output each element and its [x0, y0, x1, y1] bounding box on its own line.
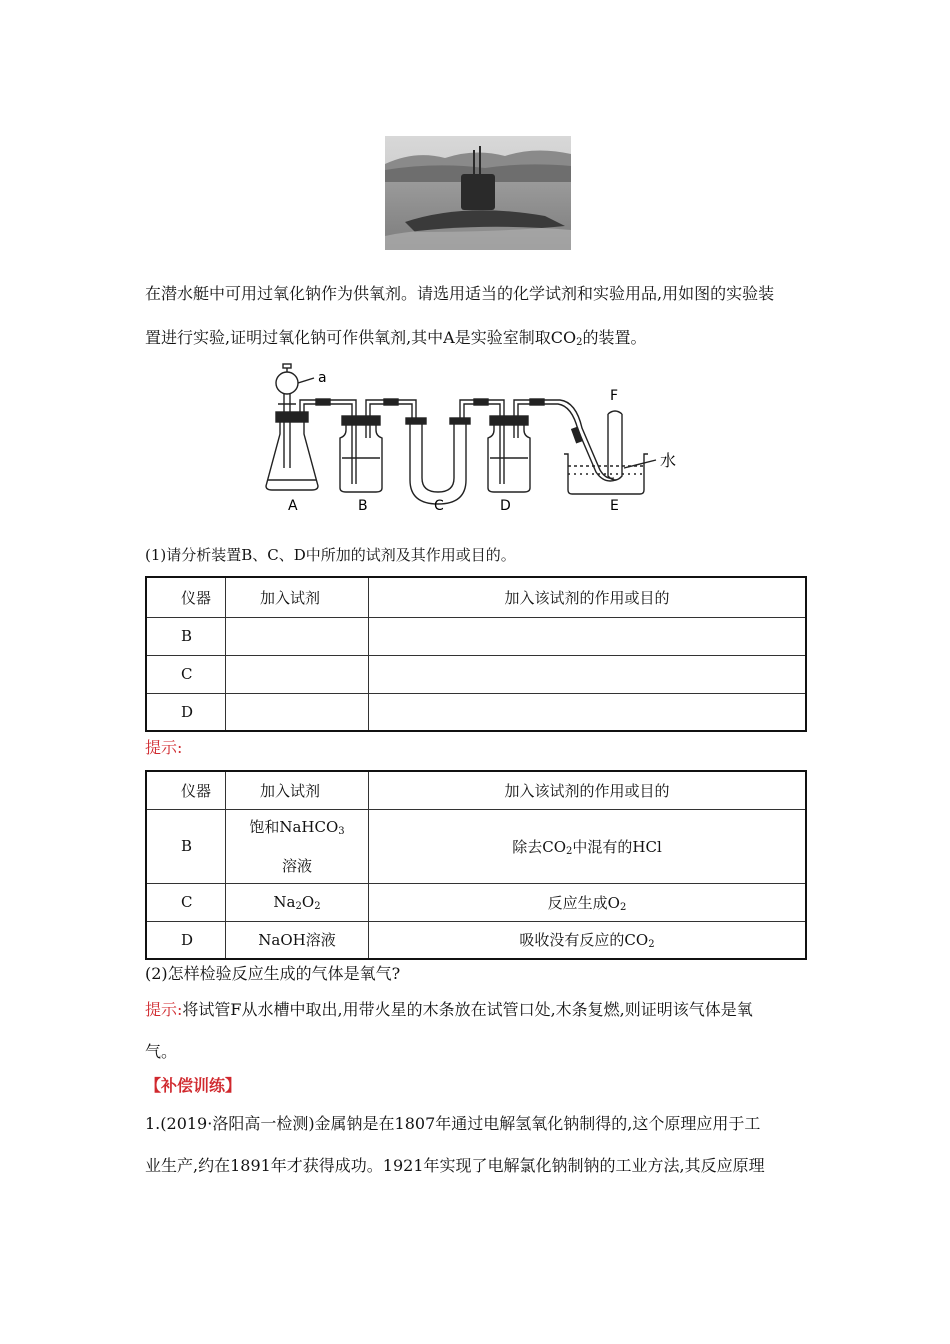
label-B: B: [358, 498, 368, 514]
header-reagent: 加入试剂: [226, 577, 369, 617]
table-cell: B: [146, 617, 226, 655]
table-cell: C: [146, 883, 226, 921]
question-1: (1)请分析装置B、C、D中所加的试剂及其作用或目的。: [145, 546, 516, 564]
table-cell: [226, 617, 369, 655]
answer-table: [145, 770, 807, 960]
intro-line-1: 在潜水艇中可用过氧化钠作为供氧剂。请选用适当的化学试剂和实验用品,用如图的实验装: [145, 284, 775, 303]
table-cell: D: [146, 693, 226, 731]
table-cell: 吸收没有反应的$CO_2$: [369, 921, 807, 959]
hint-2-line-2: 气。: [145, 1042, 178, 1061]
table-cell: [226, 655, 369, 693]
blank-answer-table: [145, 576, 807, 732]
table-cell: NaOH溶液: [226, 921, 369, 959]
table-cell: [226, 693, 369, 731]
header-reagent: 加入试剂: [226, 771, 369, 809]
table-cell: 反应生成$O_2$: [369, 883, 807, 921]
label-water: 水: [660, 451, 677, 470]
submarine-photo: [385, 136, 571, 250]
intro-line-2: 置进行实验,证明过氧化钠可作供氧剂,其中A是实验室制取$CO_2$的装置。: [145, 328, 647, 348]
section-title: 【补偿训练】: [145, 1076, 242, 1095]
hint-2-line-1: 提示:将试管F从水槽中取出,用带火星的木条放在试管口处,木条复燃,则证明该气体是氧: [145, 1000, 753, 1019]
label-E: E: [610, 498, 619, 514]
header-purpose: 加入该试剂的作用或目的: [369, 771, 807, 809]
table-cell: 除去$CO_2$中混有的HCl: [369, 809, 807, 883]
table-cell: [369, 655, 807, 693]
table-cell: C: [146, 655, 226, 693]
header-instrument: 仪器: [146, 771, 226, 809]
label-A: A: [288, 498, 298, 514]
table-cell: [369, 617, 807, 655]
label-D: D: [500, 498, 511, 514]
table-cell: D: [146, 921, 226, 959]
label-a: a: [318, 370, 327, 386]
label-C: C: [434, 498, 444, 514]
apparatus-diagram: [260, 362, 700, 520]
question-2: (2)怎样检验反应生成的气体是氧气?: [145, 964, 401, 983]
exercise-line-1: 1.(2019·洛阳高一检测)金属钠是在1807年通过电解氢氧化钠制得的,这个原理应用于工: [145, 1114, 761, 1133]
hint-label-1: 提示:: [145, 738, 183, 757]
header-instrument: 仪器: [146, 577, 226, 617]
table-cell: $Na_2O_2$: [226, 883, 369, 921]
table-cell: 饱和NaHCO$_3$ 溶液: [226, 809, 369, 883]
exercise-line-2: 业生产,约在1891年才获得成功。1921年实现了电解氯化钠制钠的工业方法,其反应原理: [145, 1156, 765, 1175]
table-cell: B: [146, 809, 226, 883]
table-cell: [369, 693, 807, 731]
label-f: F: [610, 388, 619, 404]
header-purpose: 加入该试剂的作用或目的: [369, 577, 807, 617]
